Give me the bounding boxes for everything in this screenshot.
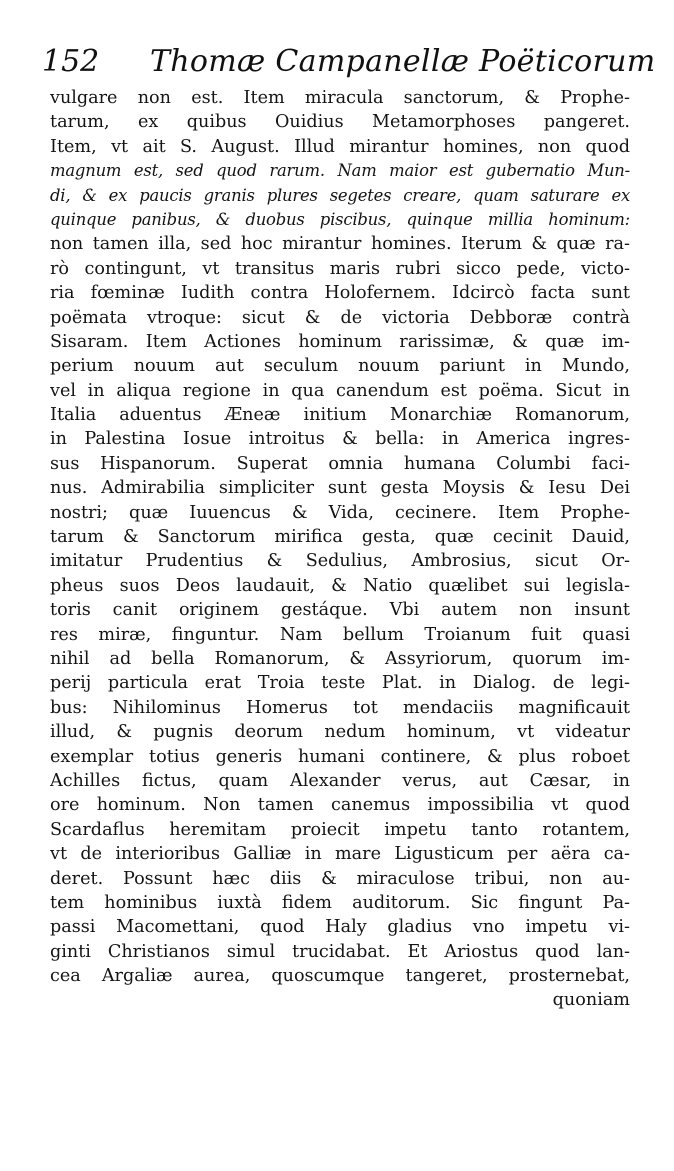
text-line: illud, & pugnis deorum nedum hominum, vt videatur [50, 722, 630, 743]
page-number: 152 [42, 44, 100, 79]
text-line: tarum, ex quibus Ouidius Metamorphoses pangeret. [50, 112, 630, 133]
text-line: Achilles fictus, quam Alexander verus, aut Cæsar, in [50, 770, 630, 791]
text-line: perium nouum aut seculum nouum pariunt in Mundo, [50, 356, 630, 377]
text-line: quinque panibus, & duobus piscibus, quinque millia hominum: [50, 209, 630, 229]
text-line: bus: Nihilominus Homerus tot mendaciis magnificauit [50, 697, 630, 718]
text-line: rò contingunt, vt transitus maris rubri sicco pede, victo- [50, 258, 630, 279]
text-line: tem hominibus iuxtà fidem auditorum. Sic fingunt Pa- [50, 892, 630, 913]
text-line: pheus suos Deos laudauit, & Natio quælibet sui legisla- [50, 575, 630, 596]
body-text [50, 86, 630, 1013]
text-line: Scardaflus heremitam proiecit impetu tanto rotantem, [50, 819, 630, 840]
text-line: magnum est, sed quod rarum. Nam maior est gubernatio Mun- [50, 161, 630, 181]
running-head: Thomæ Campanellæ Poëticorum [150, 44, 656, 79]
text-line: di, & ex paucis granis plures segetes creare, quam saturare ex [50, 185, 630, 205]
text-line: imitatur Prudentius & Sedulius, Ambrosius, sicut Or- [50, 551, 630, 572]
text-line: quoniam [552, 990, 630, 1011]
text-line: res miræ, finguntur. Nam bellum Troianum fuit quasi [50, 624, 630, 645]
text-line: Italia aduentus Æneæ initium Monarchiæ Romanorum, [50, 405, 630, 426]
text-line: vt de interioribus Galliæ in mare Ligusticum per aëra ca- [50, 844, 630, 865]
text-line: Sisaram. Item Actiones hominum rarissimæ, & quæ im- [50, 331, 630, 352]
text-line: ria fœminæ Iudith contra Holofernem. Idcircò facta sunt [50, 283, 630, 304]
text-line: toris canit originem gestáque. Vbi autem non insunt [50, 600, 630, 621]
text-line: perij particula erat Troia teste Plat. in Dialog. de legi- [50, 673, 630, 694]
text-line: tarum & Sanctorum mirifica gesta, quæ cecinit Dauid, [50, 527, 630, 548]
text-line: deret. Possunt hæc diis & miraculose tribui, non au- [50, 868, 630, 889]
text-line: exemplar totius generis humani continere, & plus roboet [50, 746, 630, 767]
text-line: poëmata vtroque: sicut & de victoria Debboræ contrà [50, 307, 630, 328]
text-line: in Palestina Iosue introitus & bella: in America ingres- [50, 429, 630, 450]
page-header [42, 42, 656, 86]
text-line: passi Macomettani, quod Haly gladius vno impetu vi- [50, 917, 630, 938]
text-line: ore hominum. Non tamen canemus impossibilia vt quod [50, 795, 630, 816]
text-line: vel in aliqua regione in qua canendum est poëma. Sicut in [50, 380, 630, 401]
text-line: non tamen illa, sed hoc mirantur homines. Iterum & quæ ra- [50, 234, 630, 255]
text-line: cea Argaliæ aurea, quoscumque tangeret, prosternebat, [50, 966, 630, 987]
text-line: ginti Christianos simul trucidabat. Et Ariostus quod lan- [50, 941, 630, 962]
text-line: nus. Admirabilia simpliciter sunt gesta Moysis & Iesu Dei [50, 478, 630, 499]
text-line: sus Hispanorum. Superat omnia humana Columbi faci- [50, 453, 630, 474]
text-line: vulgare non est. Item miracula sanctorum, & Prophe- [50, 88, 630, 108]
text-line: nostri; quæ Iuuencus & Vida, cecinere. Item Prophe- [50, 502, 630, 523]
text-line: Item, vt ait S. August. Illud mirantur homines, non quod [50, 136, 630, 157]
text-line: nihil ad bella Romanorum, & Assyriorum, quorum im- [50, 648, 630, 669]
